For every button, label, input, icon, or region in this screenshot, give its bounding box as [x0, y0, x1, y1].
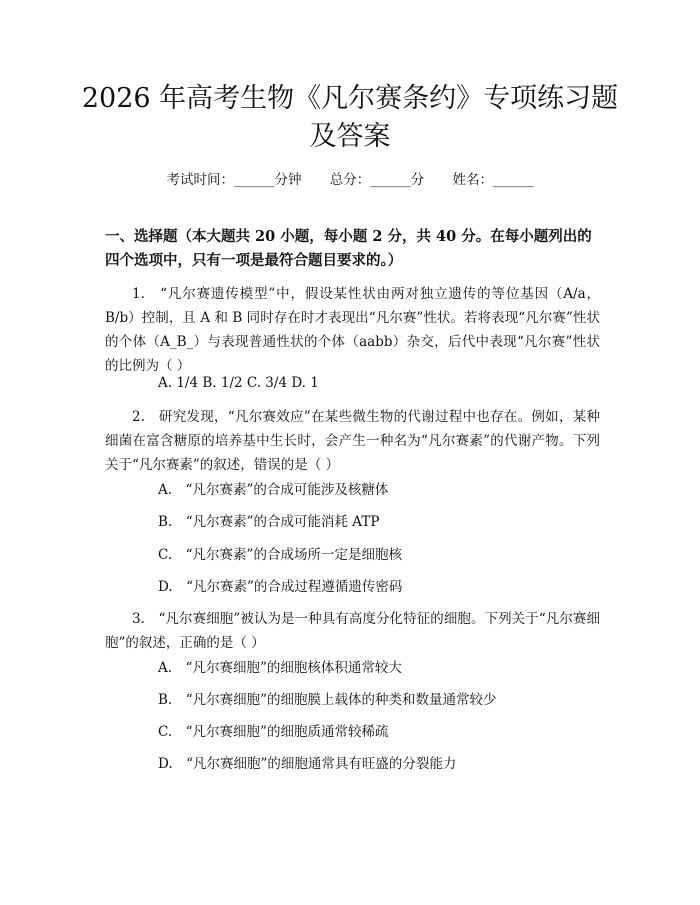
exam-time: 考试时间：______分钟: [166, 172, 302, 188]
question-1-stem: 1. “凡尔赛遗传模型”中，假设某性状由两对独立遗传的等位基因（A/a，B/b）控制，且 A 和 B 同时存在时才表现出“凡尔赛”性状。若将表现“凡尔赛”性状的个体（A_B_）与表现普通性状的个体（aabb）杂交，后代中表现“凡尔赛”性状的比例为（ ）: [105, 286, 600, 374]
exam-score: 总分：______分: [329, 172, 425, 188]
exam-name: 姓名：______: [452, 172, 534, 188]
exam-meta: [0, 168, 700, 188]
title-line-2: 及答案: [309, 121, 391, 152]
question-3-stem: 3. “凡尔赛细胞”被认为是一种具有高度分化特征的细胞。下列关于“凡尔赛细胞”的叙述，正确的是（ ）: [105, 611, 600, 651]
question-2-option-c: C. “凡尔赛素”的合成场所一定是细胞核: [158, 547, 402, 563]
section-heading: 一、选择题（本大题共 20 小题，每小题 2 分，共 40 分。在每小题列出的四个选项中，只有一项是最符合题目要求的。）: [105, 228, 592, 269]
question-2-option-a: A. “凡尔赛素”的合成可能涉及核糖体: [158, 482, 389, 498]
question-1-options: A. 1/4 B. 1/2 C. 3/4 D. 1: [158, 375, 319, 391]
question-3-option-a: A. “凡尔赛细胞”的细胞核体积通常较大: [158, 660, 402, 676]
question-2-option-d: D. “凡尔赛素”的合成过程遵循遗传密码: [158, 579, 403, 595]
question-3-option-c: C. “凡尔赛细胞”的细胞质通常较稀疏: [158, 724, 389, 740]
question-3-option-b: B. “凡尔赛细胞”的细胞膜上载体的种类和数量通常较少: [158, 692, 497, 708]
page-title: [80, 80, 620, 156]
question-2-stem: 2. 研究发现，“凡尔赛效应”在某些微生物的代谢过程中也存在。例如，某种细菌在富含糖原的培养基中生长时，会产生一种名为“凡尔赛素”的代谢产物。下列关于“凡尔赛素”的叙述，错误的是（ ）: [105, 409, 600, 473]
question-2-option-b: B. “凡尔赛素”的合成可能消耗 ATP: [158, 514, 380, 530]
title-line-1: 2026 年高考生物《凡尔赛条约》专项练习题: [81, 83, 619, 114]
question-3-option-d: D. “凡尔赛细胞”的细胞通常具有旺盛的分裂能力: [158, 756, 457, 772]
